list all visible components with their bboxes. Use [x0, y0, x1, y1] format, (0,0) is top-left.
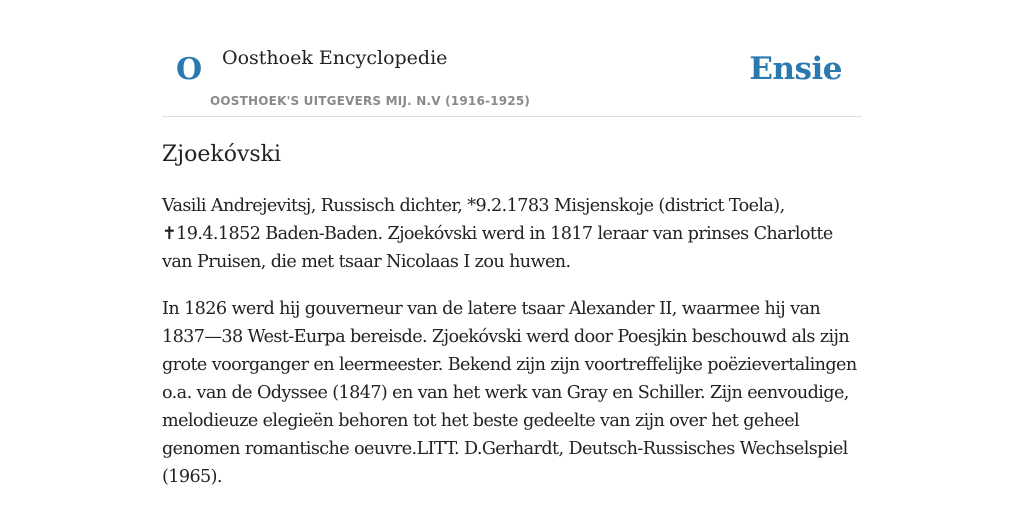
brand-logo[interactable]: Ensie: [749, 51, 842, 87]
article-body: [162, 192, 866, 510]
site-header: [162, 0, 862, 117]
article-paragraph: Vasili Andrejevitsj, Russisch dichter, *9.2.1783 Misjenskoje (district Toela), ✝19.4.1852 Baden-Baden. Zjoekóvski werd in 1817 leraar van prinses Charlotte van Pruisen, die met tsaar Nicolaas I zou huwen.: [162, 196, 833, 272]
site-title[interactable]: Oosthoek Encyclopedie: [222, 47, 448, 69]
site-logo[interactable]: O: [176, 52, 203, 87]
article-title: Zjoekóvski: [162, 142, 282, 167]
publisher-subtitle: OOSTHOEK'S UITGEVERS MIJ. N.V (1916-1925): [210, 94, 531, 108]
article-paragraph: In 1826 werd hij gouverneur van de latere tsaar Alexander II, waarmee hij van 1837—38 West-Eurpa bereisde. Zjoekóvski werd door Poesjkin beschouwd als zijn grote voorganger en leermeester. Bekend zijn zijn voortreffelijke poëzievertalingen o.a. van de Odyssee (1847) en van het werk van Gray en Schiller. Zijn eenvoudige, melodieuze elegieën behoren tot het beste gedeelte van zijn over het geheel genomen romantische oeuvre.LITT. D.Gerhardt, Deutsch-Russisches Wechselspiel (1965).: [162, 299, 857, 487]
